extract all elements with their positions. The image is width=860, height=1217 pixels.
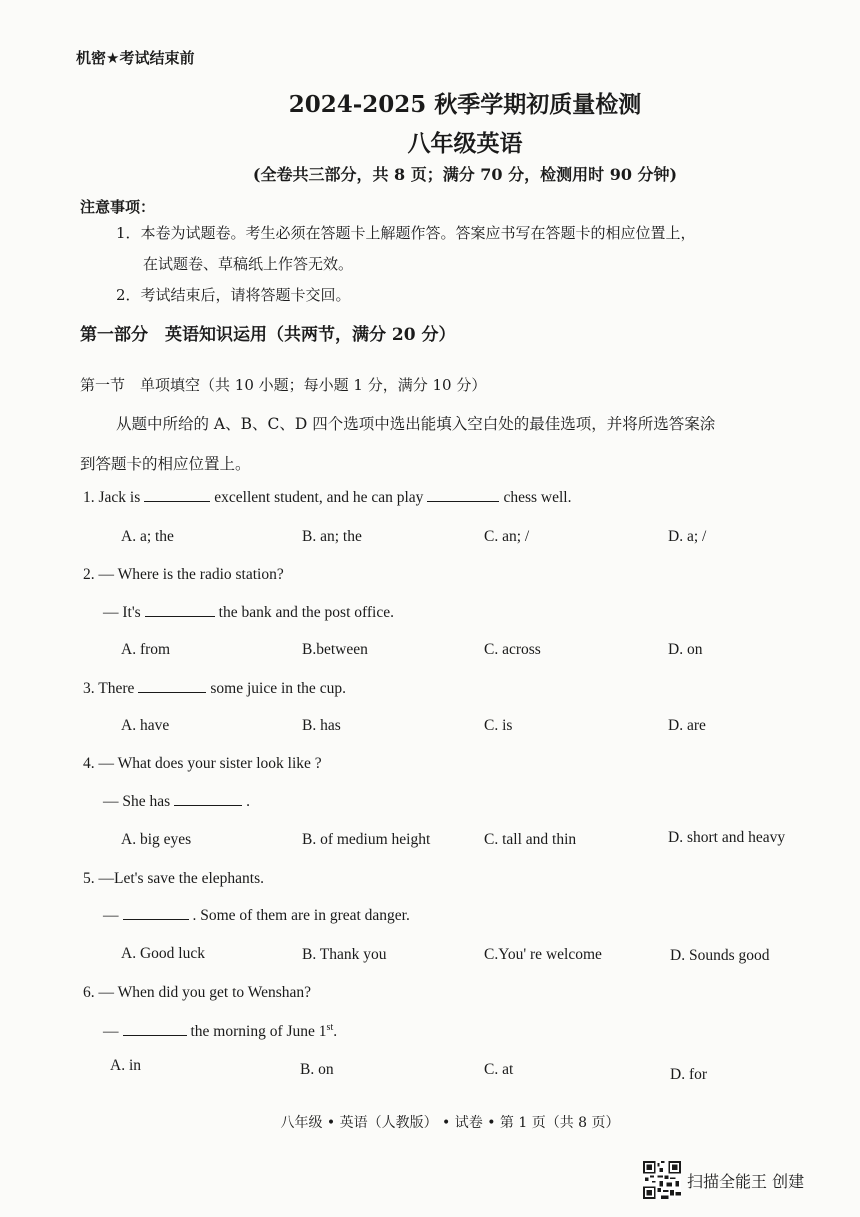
option-b: B. of medium height: [302, 831, 431, 848]
answer-blank: [145, 604, 215, 617]
question-1-stem: [83, 489, 571, 507]
option-b: B. Thank you: [302, 946, 387, 963]
confidential-label: 机密★考试结束前: [76, 49, 195, 67]
question-2-stem: 2. — Where is the radio station?: [83, 566, 284, 583]
stem-text: — She has: [103, 793, 171, 810]
answer-blank: [427, 489, 499, 502]
question-5-answer-line: [103, 907, 410, 925]
answer-blank: [123, 1023, 187, 1036]
option-c: C. an; /: [484, 528, 530, 545]
answer-blank: [123, 907, 189, 920]
option-d: D. for: [670, 1066, 708, 1083]
stem-text: — It's: [103, 604, 141, 621]
option-d: D. a; /: [668, 528, 707, 545]
option-d: D. Sounds good: [670, 947, 770, 964]
stem-text: . Some of them are in great danger.: [192, 907, 410, 924]
answer-blank: [138, 680, 206, 693]
stem-text: —: [103, 907, 119, 924]
note-item-1-cont: 在试题卷、草稿纸上作答无效。: [143, 255, 354, 273]
option-a: A. from: [121, 641, 171, 658]
stem-text: the bank and the post office.: [218, 604, 395, 621]
part-title: 第一部分 英语知识运用（共两节，满分 20 分）: [80, 325, 456, 345]
option-c: C. is: [484, 717, 513, 734]
option-c: C. tall and thin: [484, 831, 577, 848]
question-4-answer-line: [103, 793, 250, 811]
stem-text: 1. Jack is: [83, 489, 141, 506]
scanner-label: 扫描全能王 创建: [687, 1171, 805, 1191]
stem-text: excellent student, and he can play: [214, 489, 424, 506]
stem-text: 3. There: [83, 680, 135, 697]
option-c: C.You' re welcome: [484, 946, 602, 963]
option-a: A. big eyes: [121, 831, 192, 848]
option-a: A. a; the: [121, 528, 174, 545]
stem-text: .: [246, 793, 251, 810]
exam-info: (全卷共三部分，共 8 页；满分 70 分，检测用时 90 分钟): [252, 165, 678, 184]
question-4-stem: 4. — What does your sister look like ?: [83, 755, 322, 772]
option-d: D. on: [668, 641, 703, 658]
qr-code-icon: [643, 1161, 681, 1199]
note-item-2: 2．考试结束后，请将答题卡交回。: [116, 286, 351, 304]
exam-title: 2024-2025 秋季学期初质量检测: [288, 91, 642, 118]
option-d: D. short and heavy: [668, 829, 786, 846]
scanner-watermark: [643, 1161, 804, 1199]
question-5-stem: 5. —Let's save the elephants.: [83, 870, 264, 887]
option-b: B. on: [300, 1061, 334, 1078]
question-2-answer-line: [103, 604, 394, 622]
option-a: A. Good luck: [121, 945, 205, 962]
question-6-answer-line: [103, 1022, 337, 1041]
section-title: 第一节 单项填空（共 10 小题；每小题 1 分，满分 10 分）: [80, 376, 487, 394]
option-b: B. has: [302, 717, 341, 734]
option-d: D. are: [668, 717, 706, 734]
note-item-1: 1．本卷为试题卷。考生必须在答题卡上解题作答。答案应书写在答题卡的相应位置上，: [116, 224, 696, 242]
option-c: C. at: [484, 1061, 514, 1078]
stem-text: some juice in the cup.: [210, 680, 346, 697]
answer-blank: [174, 793, 242, 806]
ordinal-suffix: st: [326, 1022, 334, 1033]
instruction-line: 从题中所给的 A、B、C、D 四个选项中选出能填入空白处的最佳选项，并将所选答案涂: [116, 415, 716, 433]
option-b: B. an; the: [302, 528, 362, 545]
exam-subject: 八年级英语: [407, 130, 523, 157]
option-a: A. in: [110, 1057, 141, 1074]
question-3-stem: [83, 680, 346, 698]
page-footer: 八年级 • 英语（人教版） • 试卷 • 第 1 页（共 8 页）: [280, 1115, 620, 1131]
stem-text: .: [333, 1023, 338, 1041]
option-c: C. across: [484, 641, 541, 658]
question-6-stem: 6. — When did you get to Wenshan?: [83, 984, 312, 1001]
stem-text: chess well.: [503, 489, 572, 506]
option-b: B.between: [302, 641, 368, 658]
option-a: A. have: [121, 717, 170, 734]
notes-title: 注意事项：: [80, 198, 156, 216]
answer-blank: [144, 489, 210, 502]
stem-text: —: [103, 1023, 119, 1041]
stem-text: the morning of June 1: [190, 1023, 327, 1041]
instruction-line: 到答题卡的相应位置上。: [80, 455, 251, 473]
